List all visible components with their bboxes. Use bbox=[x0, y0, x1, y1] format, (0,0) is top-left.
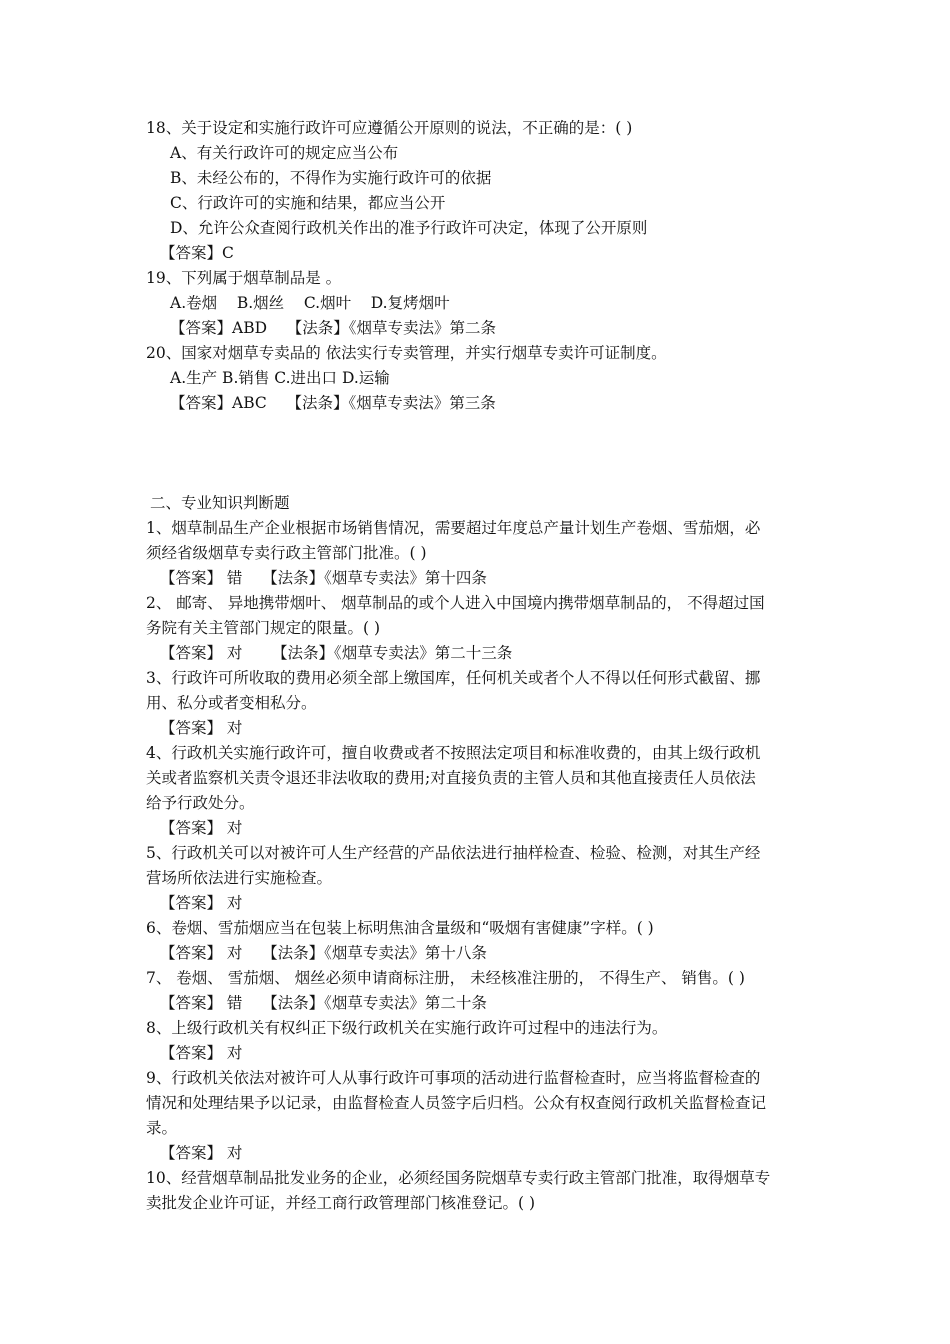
judgment-answer: 【答案】 对 【法条】《烟草专卖法》第二十三条 bbox=[160, 644, 513, 662]
judgment-answer: 【答案】 对 【法条】《烟草专卖法》第十八条 bbox=[160, 944, 487, 962]
judgment-item-line: 5、行政机关可以对被许可人生产经营的产品依法进行抽样检查、检验、检测，对其生产经 bbox=[146, 844, 761, 862]
judgment-answer: 【答案】 对 bbox=[160, 1144, 243, 1162]
section-title: 二、专业知识判断题 bbox=[150, 494, 290, 512]
options-19: A.卷烟 B.烟丝 C.烟叶 D.复烤烟叶 bbox=[170, 294, 450, 312]
judgment-item-line: 2、 邮寄、 异地携带烟叶、 烟草制品的或个人进入中国境内携带烟草制品的， 不得超过国 bbox=[146, 594, 765, 612]
question-18: 18、关于设定和实施行政许可应遵循公开原则的说法，不正确的是：( ) bbox=[146, 119, 633, 137]
judgment-item-line: 9、行政机关依法对被许可人从事行政许可事项的活动进行监督检查时，应当将监督检查的 bbox=[146, 1069, 761, 1087]
judgment-item-line: 用、私分或者变相私分。 bbox=[146, 694, 317, 712]
answer-18: 【答案】C bbox=[160, 244, 234, 262]
judgment-answer: 【答案】 对 bbox=[160, 894, 243, 912]
judgment-item-line: 8、上级行政机关有权纠正下级行政机关在实施行政许可过程中的违法行为。 bbox=[146, 1019, 668, 1037]
judgment-answer: 【答案】 对 bbox=[160, 719, 243, 737]
question-19: 19、下列属于烟草制品是 。 bbox=[146, 269, 342, 287]
options-20: A.生产 B.销售 C.进出口 D.运输 bbox=[170, 369, 390, 387]
judgment-item-line: 须经省级烟草专卖行政主管部门批准。( ) bbox=[146, 544, 427, 562]
judgment-item-line: 3、行政许可所收取的费用必须全部上缴国库，任何机关或者个人不得以任何形式截留、挪 bbox=[146, 669, 761, 687]
judgment-item-line: 录。 bbox=[146, 1119, 178, 1137]
judgment-item-line: 关或者监察机关责令退还非法收取的费用;对直接负责的主管人员和其他直接责任人员依法 bbox=[146, 769, 756, 787]
judgment-item-line: 10、经营烟草制品批发业务的企业，必须经国务院烟草专卖行政主管部门批准，取得烟草专 bbox=[146, 1169, 771, 1187]
judgment-item-line: 务院有关主管部门规定的限量。( ) bbox=[146, 619, 381, 637]
judgment-answer: 【答案】 对 bbox=[160, 1044, 243, 1062]
answer-19: 【答案】ABD 【法条】《烟草专卖法》第二条 bbox=[170, 319, 496, 337]
option-c: C、行政许可的实施和结果，都应当公开 bbox=[170, 194, 446, 212]
option-d: D、允许公众查阅行政机关作出的准予行政许可决定，体现了公开原则 bbox=[170, 219, 648, 237]
question-20: 20、国家对烟草专卖品的 依法实行专卖管理，并实行烟草专卖许可证制度。 bbox=[146, 344, 667, 362]
judgment-item-line: 营场所依法进行实施检查。 bbox=[146, 869, 333, 887]
option-b: B、未经公布的，不得作为实施行政许可的依据 bbox=[170, 169, 492, 187]
judgment-item-line: 7、 卷烟、 雪茄烟、 烟丝必须申请商标注册， 未经核准注册的， 不得生产、 销售。( ) bbox=[146, 969, 745, 987]
judgment-item-line: 情况和处理结果予以记录，由监督检查人员签字后归档。公众有权查阅行政机关监督检查记 bbox=[146, 1094, 767, 1112]
judgment-item-line: 卖批发企业许可证，并经工商行政管理部门核准登记。( ) bbox=[146, 1194, 536, 1212]
judgment-answer: 【答案】 错 【法条】《烟草专卖法》第二十条 bbox=[160, 994, 487, 1012]
judgment-item-line: 4、行政机关实施行政许可，擅自收费或者不按照法定项目和标准收费的，由其上级行政机 bbox=[146, 744, 761, 762]
judgment-answer: 【答案】 错 【法条】《烟草专卖法》第十四条 bbox=[160, 569, 487, 587]
judgment-item-line: 给予行政处分。 bbox=[146, 794, 255, 812]
judgment-item-line: 1、烟草制品生产企业根据市场销售情况，需要超过年度总产量计划生产卷烟、雪茄烟，必 bbox=[146, 519, 761, 537]
option-a: A、有关行政许可的规定应当公布 bbox=[170, 144, 399, 162]
judgment-answer: 【答案】 对 bbox=[160, 819, 243, 837]
answer-20: 【答案】ABC 【法条】《烟草专卖法》第三条 bbox=[170, 394, 496, 412]
judgment-item-line: 6、卷烟、雪茄烟应当在包装上标明焦油含量级和“吸烟有害健康”字样。( ) bbox=[146, 919, 654, 937]
